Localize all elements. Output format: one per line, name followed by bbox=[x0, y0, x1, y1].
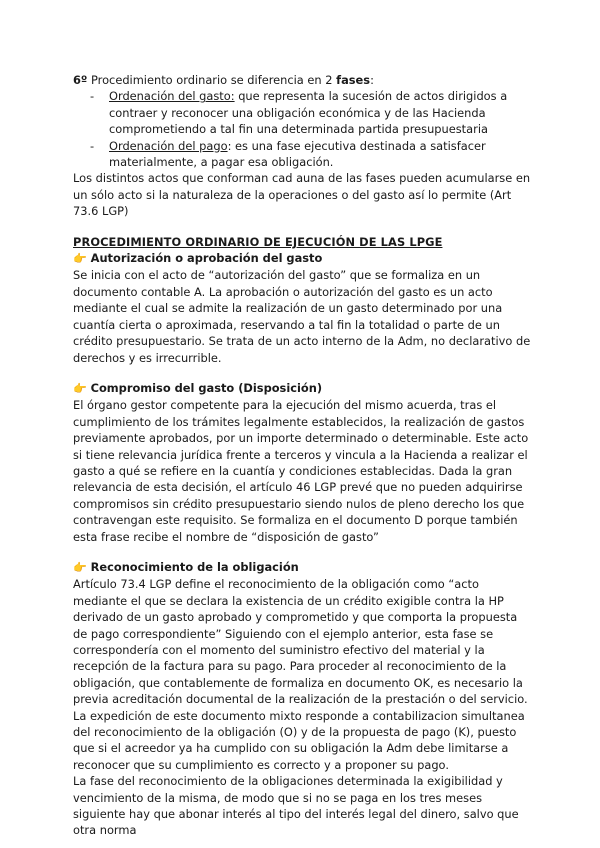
block-heading bbox=[73, 250, 533, 267]
intro-number: 6º bbox=[73, 73, 88, 87]
block-paragraph: El órgano gestor competente para la ejecución del mismo acuerda, tras el cumplimiento de los trámites legalmente establecidos, la realización de gastos previamente aprobados, por un importe determinado o determinable. Este acto si tiene relevancia jurídica frente a terceros y vincula a la Hacienda a realizar el gasto a qué se refiere en la cuantía y condiciones establecidas. Dada la gran relevancia de esta decisión, el artículo 46 LGP prevé que no pueden adquirirse compromisos sin crédito presupuestario siendo nulos de pleno derecho los que contravengan este requisito. Se formaliza en el documento D porque también esta frase recibe el nombre de “disposición de gasto” bbox=[73, 398, 529, 544]
phase-term: Ordenación del pago bbox=[109, 138, 228, 153]
block-paragraph: Se inicia con el acto de “autorización del gasto” que se formaliza en un documento contable A. La aprobación o autorización del gasto es un acto mediante el cual se admite la realización de un gasto determinado por una cuantía cierta o aproximada, reservando a tal fin la totalidad o parte de un crédito presupuestario. Se trata de un acto interno de la Adm, no declarativo de derechos y es irrecurrible. bbox=[73, 268, 531, 365]
block-heading-text: Reconocimiento de la obligación bbox=[90, 559, 299, 574]
block-heading bbox=[73, 559, 533, 576]
phase-term: Ordenación del gasto: bbox=[109, 89, 235, 104]
intro-lead: Procedimiento ordinario se diferencia en 2 bbox=[87, 73, 337, 87]
intro-closing: Los distintos actos que conforman cad auna de las fases pueden acumularse en un sólo acto si la naturaleza de la operaciones o del gasto así lo permite (Art 73.6 LGP) bbox=[73, 171, 531, 219]
intro-line bbox=[73, 72, 533, 88]
pointing-hand-icon: 👉 bbox=[73, 252, 87, 266]
section-title: PROCEDIMIENTO ORDINARIO DE EJECUCIÓN DE LAS LPGE bbox=[73, 234, 443, 249]
list-item bbox=[73, 88, 533, 137]
dash-marker: - bbox=[90, 89, 95, 104]
pointing-hand-icon: 👉 bbox=[73, 381, 87, 395]
block-heading-text: Autorización o aprobación del gasto bbox=[90, 251, 323, 266]
list-item bbox=[73, 138, 533, 171]
phase-text: : es una fase ejecutiva destinada a satisfacer materialmente, a pagar esa obligación. bbox=[109, 138, 486, 170]
phase-text: que representa la sucesión de actos dirigidos a contraer y reconocer una obligación económica y de las Hacienda comprometiendo a tal fin una determinada partida presupuestaria bbox=[109, 89, 508, 137]
block-heading bbox=[73, 380, 533, 397]
intro-lead-bold: fases bbox=[336, 73, 371, 87]
pointing-hand-icon: 👉 bbox=[73, 560, 87, 574]
block-heading-text: Compromiso del gasto (Disposición) bbox=[90, 380, 323, 395]
phase-list bbox=[73, 88, 533, 170]
intro-lead-end: : bbox=[370, 73, 374, 87]
dash-marker: - bbox=[90, 138, 95, 153]
document-page bbox=[73, 72, 533, 839]
block-paragraph: Artículo 73.4 LGP define el reconocimiento de la obligación como “acto mediante el que se declara la existencia de un crédito exigible contra la HP derivado de un gasto aprobado y comprometido y que comporta la propuesta de pago correspondiente” Siguiendo con el ejemplo anterior, esta fase se correspondería con el momento del suministro efectivo del material y la recepción de la factura para su pago. Para proceder al reconocimiento de la obligación, que contablemente de formaliza en documento OK, es necesario la previa acreditación documental de la realización de la prestación o del servicio. La expedición de este documento mixto responde a contabilizacion simultanea del reconocimiento de la obligación (O) y de la propuesta de pago (K), puesto que si el acreedor ya ha cumplido con su obligación la Adm debe limitarse a reconocer que su cumplimiento es correcto y a proponer su pago. bbox=[73, 577, 528, 772]
block-paragraph: La fase del reconocimiento de la obligaciones determinada la exigibilidad y vencimiento de la misma, de modo que si no se paga en los tres meses siguiente hay que abonar interés al tipo del interés legal del dinero, salvo que otra norma bbox=[73, 774, 519, 838]
